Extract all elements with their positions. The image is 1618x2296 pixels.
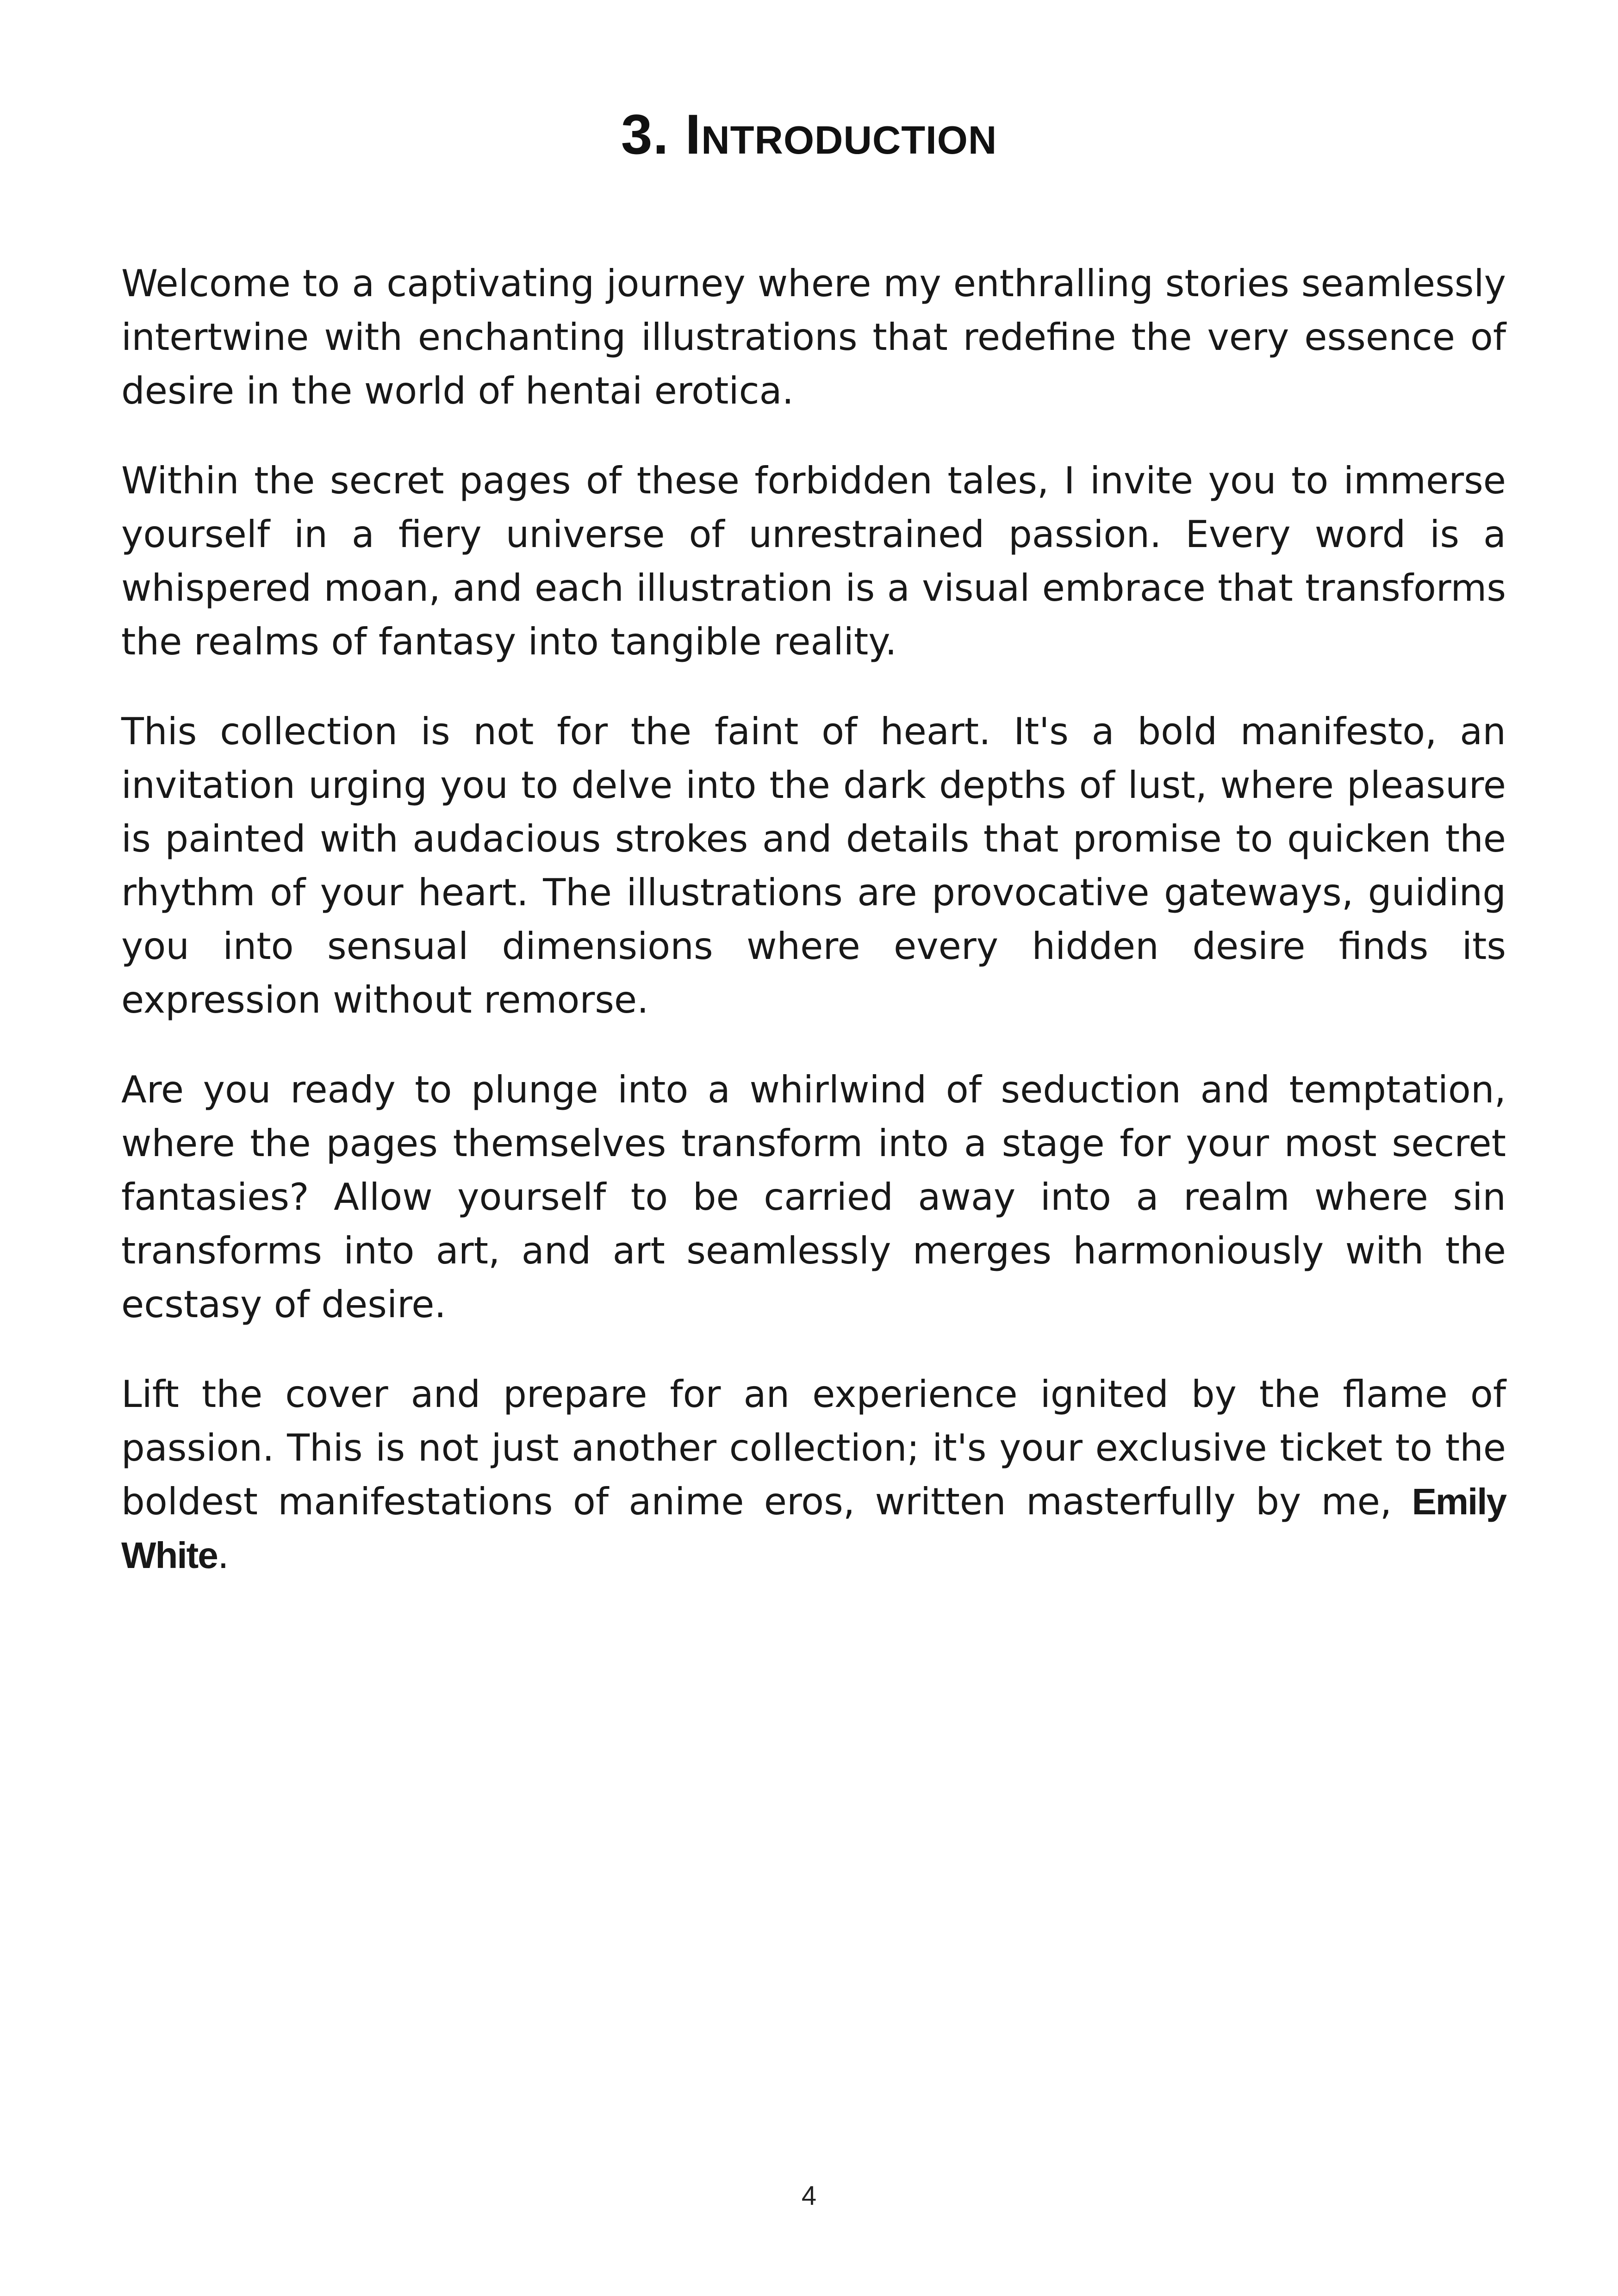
paragraph-ready: Are you ready to plunge into a whirlwind of seduction and temptation, where the pages themselves transform into a stage for your most secret fantasies? Allow yourself to be carried away into a realm where sin transforms into art, and art seamlessly merges harmoniously with the ecstasy of desire. <box>121 1068 1506 1326</box>
section-heading: 3. Introduction <box>621 103 997 166</box>
closing-text: Lift the cover and prepare for an experience ignited by the flame of passion. This is not just another collection; it's your exclusive ticket to the boldest manifestations of anime eros, written masterfully by me, <box>121 1373 1506 1523</box>
paragraph-closing <box>121 1368 1506 1582</box>
page-number: 4 <box>801 2181 817 2211</box>
closing-period: . <box>217 1534 230 1577</box>
paragraph-collection: This collection is not for the faint of heart. It's a bold manifesto, an invitation urging you to delve into the dark depths of lust, where pleasure is painted with audacious strokes and details that promise to quicken the rhythm of your heart. The illustrations are provocative gateways, guiding you into sensual dimensions where every hidden desire finds its expression without remorse. <box>121 710 1506 1021</box>
author-name: Emily White <box>121 1481 1506 1576</box>
paragraph-secret-pages: Within the secret pages of these forbidden tales, I invite you to immerse yourself in a fiery universe of unrestrained passion. Every word is a whispered moan, and each illustration is a visual embrace that transforms the realms of fantasy into tangible reality. <box>121 459 1506 663</box>
paragraph-welcome: Welcome to a captivating journey where my enthralling stories seamlessly intertwine with enchanting illustrations that redefine the very essence of desire in the world of hentai erotica. <box>121 262 1506 412</box>
body-text <box>121 257 1506 1618</box>
